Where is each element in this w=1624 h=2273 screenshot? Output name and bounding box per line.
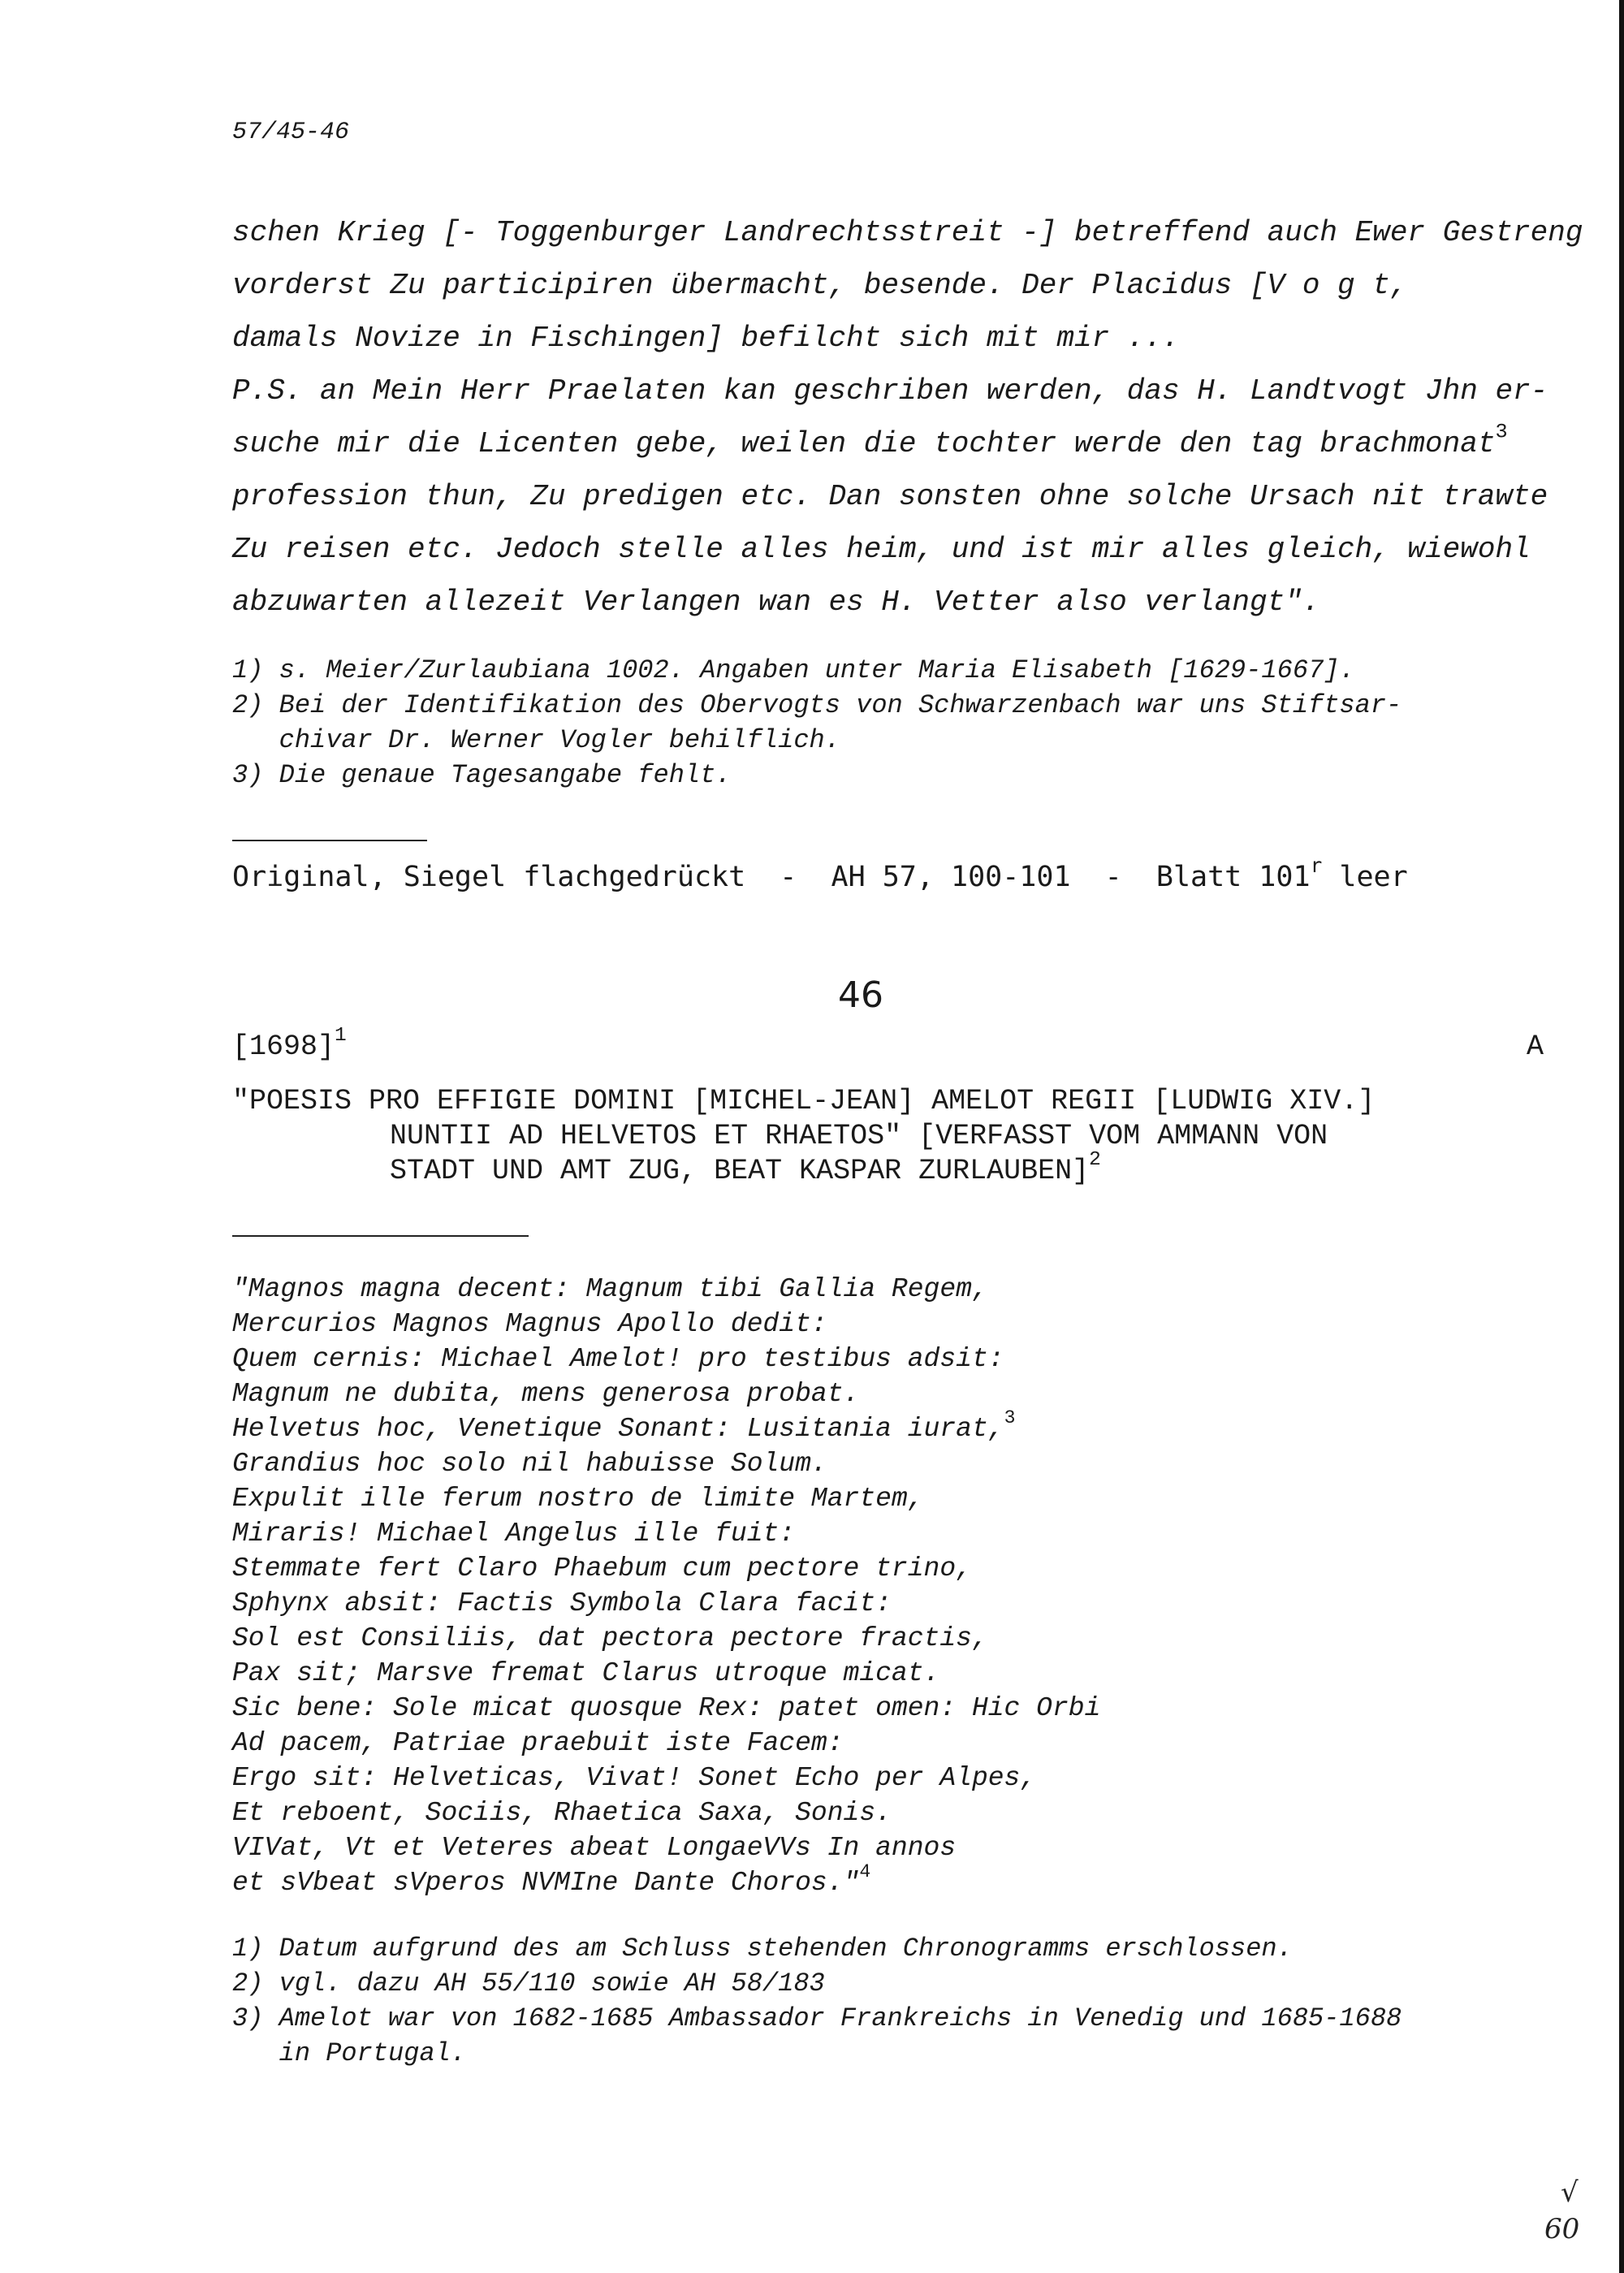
footnote: chivar Dr. Werner Vogler behilflich. bbox=[232, 725, 840, 755]
original-note bbox=[232, 853, 1408, 897]
document-number: 46 bbox=[838, 974, 883, 1016]
letter-line: schen Krieg [- Toggenburger Landrechtsstreit -] betreffend auch Ewer Gestreng bbox=[232, 216, 1583, 249]
poem-line-text: Helvetus hoc, Venetique Sonant: Lusitania iurat, bbox=[232, 1414, 1004, 1444]
document-reference: 57/45-46 bbox=[232, 119, 350, 146]
footnote-ref: 2 bbox=[1089, 1148, 1101, 1171]
poem-line: Sphynx absit: Factis Symbola Clara facit: bbox=[232, 1588, 892, 1618]
poem-line: Magnum ne dubita, mens generosa probat. bbox=[232, 1379, 860, 1409]
footnote-ref: 1 bbox=[335, 1024, 347, 1047]
title-line bbox=[390, 1148, 1101, 1189]
document-date bbox=[232, 1024, 347, 1065]
footnote: 1) Datum aufgrund des am Schluss stehenden Chronogramms erschlossen. bbox=[232, 1934, 1293, 1964]
letter-line: damals Novize in Fischingen] befilcht sich mit mir ... bbox=[232, 322, 1180, 355]
poem-line: Pax sit; Marsve fremat Clarus utroque micat. bbox=[232, 1658, 940, 1688]
title-line-text: STADT UND AMT ZUG, BEAT KASPAR ZURLAUBEN] bbox=[390, 1155, 1090, 1187]
footnote: 3) Amelot war von 1682-1685 Ambassador Frankreichs in Venedig und 1685-1688 bbox=[232, 2003, 1402, 2033]
poem-line bbox=[232, 1860, 871, 1900]
poem-line-text: et sVbeat sVperos NVMIne Dante Choros." bbox=[232, 1868, 860, 1898]
poem-line: Stemmate fert Claro Phaebum cum pectore trino, bbox=[232, 1554, 972, 1584]
poem-line: Grandius hoc solo nil habuisse Solum. bbox=[232, 1449, 827, 1479]
poem-line: Sic bene: Sole micat quosque Rex: patet omen: Hic Orbi bbox=[232, 1693, 1101, 1723]
letter-line: Zu reisen etc. Jedoch stelle alles heim, und ist mir alles gleich, wiewohl bbox=[232, 533, 1531, 566]
poem-line: VIVat, Vt et Veteres abeat LongaeVVs In annos bbox=[232, 1833, 957, 1863]
footnote: 1) s. Meier/Zurlaubiana 1002. Angaben unter Maria Elisabeth [1629-1667]. bbox=[232, 655, 1355, 685]
footnote: 2) vgl. dazu AH 55/110 sowie AH 58/183 bbox=[232, 1968, 825, 1999]
footnote: 2) Bei der Identifikation des Obervogts von Schwarzenbach war uns Stiftsar- bbox=[232, 690, 1402, 720]
poem-line: "Magnos magna decent: Magnum tibi Gallia Regem, bbox=[232, 1274, 988, 1304]
letter-line: P.S. an Mein Herr Praelaten kan geschriben werden, das H. Landtvogt Jhn er- bbox=[232, 374, 1548, 408]
letter-line-text: suche mir die Licenten gebe, weilen die tochter werde den tag brachmonat bbox=[232, 427, 1496, 460]
original-note-after: leer bbox=[1322, 861, 1408, 893]
handwritten-check: √ bbox=[1561, 2176, 1579, 2209]
letter-line: vorderst Zu participiren übermacht, besende. Der Placidus [V o g t, bbox=[232, 269, 1408, 302]
poem-line: Ad pacem, Patriae praebuit iste Facem: bbox=[232, 1728, 844, 1758]
separator-rule bbox=[232, 1235, 529, 1237]
title-line: "POESIS PRO EFFIGIE DOMINI [MICHEL-JEAN] AMELOT REGII [LUDWIG XIV.] bbox=[232, 1085, 1376, 1117]
footnote-ref: 3 bbox=[1004, 1407, 1016, 1428]
letter-line: profession thun, Zu predigen etc. Dan sonsten ohne solche Ursach nit trawte bbox=[232, 480, 1548, 513]
original-note-sup: r bbox=[1310, 853, 1323, 877]
letter-line: abzuwarten allezeit Verlangen wan es H. Vetter also verlangt". bbox=[232, 586, 1320, 619]
poem-line: Expulit ille ferum nostro de limite Martem, bbox=[232, 1484, 924, 1514]
footnote-ref: 3 bbox=[1495, 420, 1508, 444]
handwritten-page-number: 60 bbox=[1544, 2213, 1580, 2245]
poem-line: Mercurios Magnos Magnus Apollo dedit: bbox=[232, 1309, 827, 1339]
poem-line: Ergo sit: Helveticas, Vivat! Sonet Echo per Alpes, bbox=[232, 1763, 1037, 1793]
footnote: 3) Die genaue Tagesangabe fehlt. bbox=[232, 760, 732, 790]
poem-line: Miraris! Michael Angelus ille fuit: bbox=[232, 1519, 796, 1549]
title-line: NUNTII AD HELVETOS ET RHAETOS" [VERFASST VOM AMMANN VON bbox=[390, 1120, 1328, 1152]
poem-line: Quem cernis: Michael Amelot! pro testibus adsit: bbox=[232, 1344, 1004, 1374]
footnote-ref: 4 bbox=[859, 1860, 871, 1882]
poem-line: Et reboent, Sociis, Rhaetica Saxa, Sonis. bbox=[232, 1798, 892, 1828]
poem-line bbox=[232, 1407, 1016, 1446]
separator-rule bbox=[232, 840, 427, 841]
document-date-text: [1698] bbox=[232, 1031, 335, 1063]
poem-line: Sol est Consiliis, dat pectora pectore fractis, bbox=[232, 1623, 988, 1653]
original-note-text: Original, Siegel flachgedrückt - AH 57, 100-101 - Blatt 101 bbox=[232, 861, 1311, 893]
letter-line bbox=[232, 418, 1508, 470]
footnote: in Portugal. bbox=[232, 2038, 467, 2068]
document-marker: A bbox=[1527, 1031, 1544, 1063]
